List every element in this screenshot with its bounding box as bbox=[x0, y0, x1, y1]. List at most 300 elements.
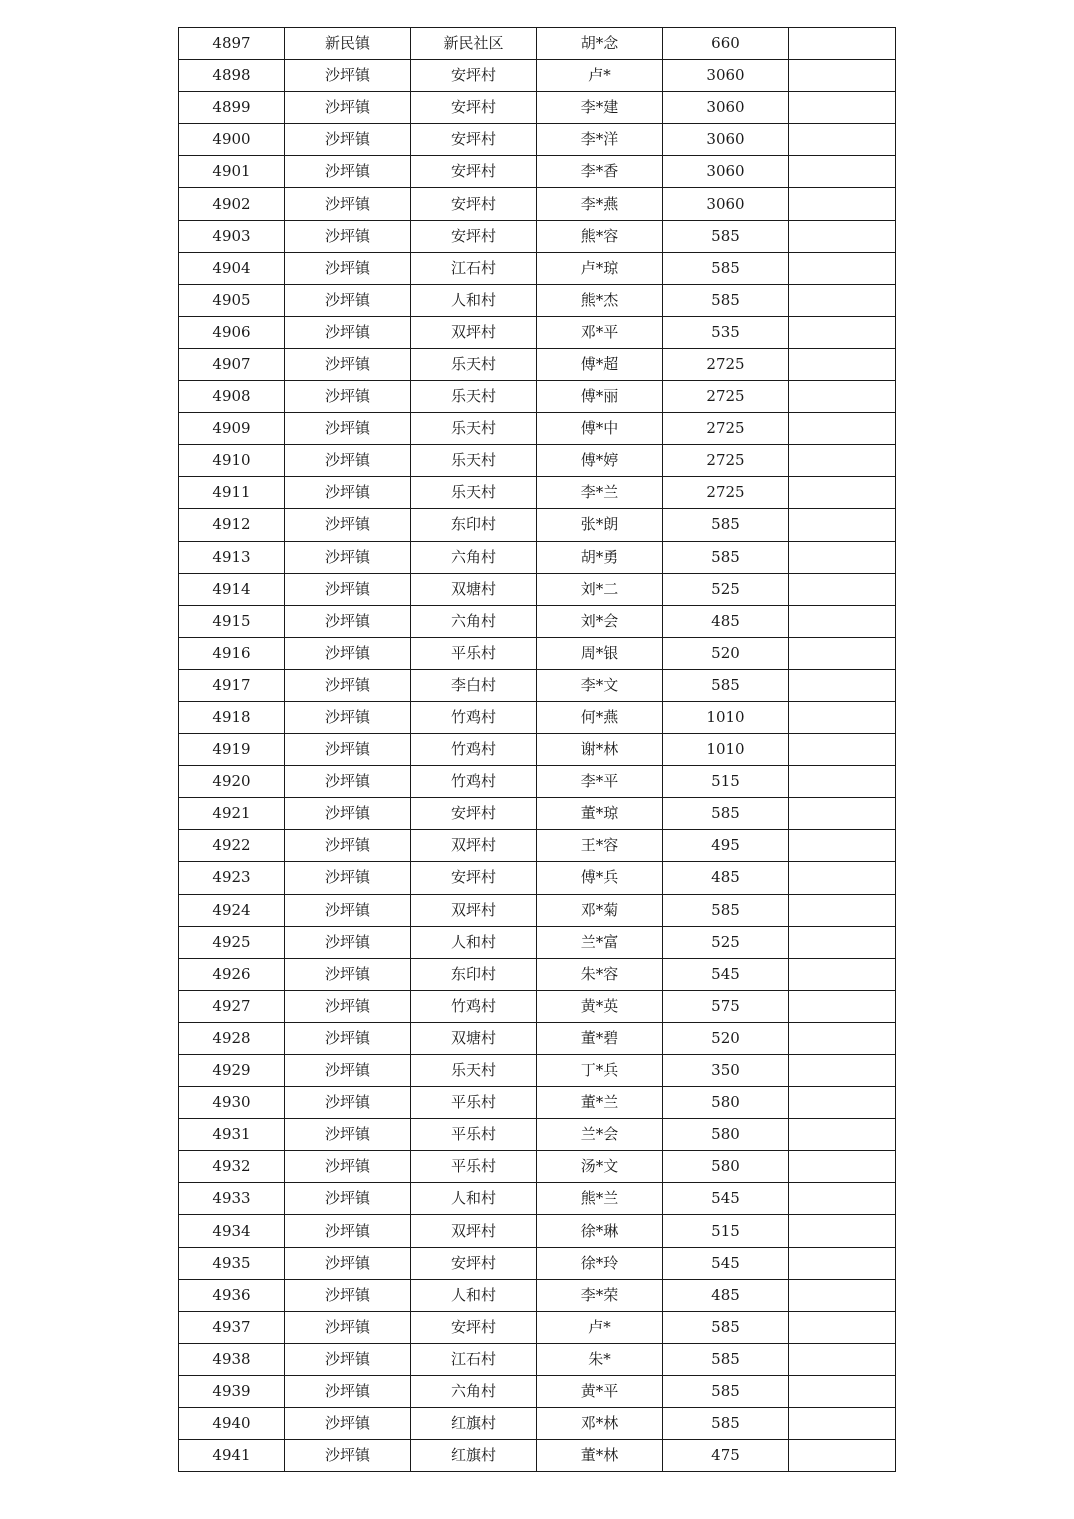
table-row bbox=[179, 1151, 896, 1183]
town-cell: 沙坪镇 bbox=[285, 1375, 411, 1407]
serial-number-cell: 4937 bbox=[179, 1311, 285, 1343]
serial-number-cell: 4909 bbox=[179, 413, 285, 445]
amount-cell: 2725 bbox=[663, 413, 789, 445]
village-cell: 乐天村 bbox=[411, 477, 537, 509]
village-cell: 安坪村 bbox=[411, 124, 537, 156]
town-cell: 沙坪镇 bbox=[285, 1408, 411, 1440]
village-cell: 安坪村 bbox=[411, 156, 537, 188]
serial-number-cell: 4930 bbox=[179, 1087, 285, 1119]
village-cell: 乐天村 bbox=[411, 381, 537, 413]
table-row bbox=[179, 1215, 896, 1247]
table-row bbox=[179, 1440, 896, 1472]
table-row bbox=[179, 381, 896, 413]
serial-number-cell: 4924 bbox=[179, 894, 285, 926]
village-cell: 安坪村 bbox=[411, 1247, 537, 1279]
table-row bbox=[179, 1022, 896, 1054]
person-name-cell: 董*琼 bbox=[537, 798, 663, 830]
remarks-cell bbox=[789, 509, 896, 541]
amount-cell: 585 bbox=[663, 509, 789, 541]
serial-number-cell: 4912 bbox=[179, 509, 285, 541]
serial-number-cell: 4927 bbox=[179, 990, 285, 1022]
person-name-cell: 卢* bbox=[537, 60, 663, 92]
serial-number-cell: 4938 bbox=[179, 1343, 285, 1375]
village-cell: 六角村 bbox=[411, 541, 537, 573]
village-cell: 六角村 bbox=[411, 605, 537, 637]
remarks-cell bbox=[789, 1119, 896, 1151]
village-cell: 乐天村 bbox=[411, 348, 537, 380]
town-cell: 沙坪镇 bbox=[285, 413, 411, 445]
town-cell: 沙坪镇 bbox=[285, 894, 411, 926]
amount-cell: 585 bbox=[663, 1343, 789, 1375]
amount-cell: 585 bbox=[663, 1311, 789, 1343]
serial-number-cell: 4933 bbox=[179, 1183, 285, 1215]
serial-number-cell: 4939 bbox=[179, 1375, 285, 1407]
amount-cell: 475 bbox=[663, 1440, 789, 1472]
amount-cell: 660 bbox=[663, 28, 789, 60]
remarks-cell bbox=[789, 28, 896, 60]
table-row bbox=[179, 766, 896, 798]
town-cell: 沙坪镇 bbox=[285, 926, 411, 958]
amount-cell: 580 bbox=[663, 1151, 789, 1183]
remarks-cell bbox=[789, 734, 896, 766]
remarks-cell bbox=[789, 381, 896, 413]
amount-cell: 585 bbox=[663, 252, 789, 284]
serial-number-cell: 4941 bbox=[179, 1440, 285, 1472]
remarks-cell bbox=[789, 1183, 896, 1215]
village-cell: 人和村 bbox=[411, 1279, 537, 1311]
remarks-cell bbox=[789, 573, 896, 605]
amount-cell: 585 bbox=[663, 798, 789, 830]
amount-cell: 1010 bbox=[663, 701, 789, 733]
town-cell: 沙坪镇 bbox=[285, 124, 411, 156]
serial-number-cell: 4901 bbox=[179, 156, 285, 188]
amount-cell: 485 bbox=[663, 605, 789, 637]
person-name-cell: 黄*英 bbox=[537, 990, 663, 1022]
amount-cell: 585 bbox=[663, 220, 789, 252]
amount-cell: 515 bbox=[663, 1215, 789, 1247]
serial-number-cell: 4936 bbox=[179, 1279, 285, 1311]
town-cell: 沙坪镇 bbox=[285, 701, 411, 733]
table-row bbox=[179, 926, 896, 958]
amount-cell: 515 bbox=[663, 766, 789, 798]
table-row bbox=[179, 348, 896, 380]
town-cell: 沙坪镇 bbox=[285, 862, 411, 894]
person-name-cell: 董*碧 bbox=[537, 1022, 663, 1054]
town-cell: 沙坪镇 bbox=[285, 1119, 411, 1151]
town-cell: 沙坪镇 bbox=[285, 1087, 411, 1119]
village-cell: 双坪村 bbox=[411, 830, 537, 862]
serial-number-cell: 4897 bbox=[179, 28, 285, 60]
amount-cell: 585 bbox=[663, 1408, 789, 1440]
serial-number-cell: 4932 bbox=[179, 1151, 285, 1183]
person-name-cell: 邓*平 bbox=[537, 316, 663, 348]
serial-number-cell: 4925 bbox=[179, 926, 285, 958]
remarks-cell bbox=[789, 1215, 896, 1247]
town-cell: 沙坪镇 bbox=[285, 1183, 411, 1215]
remarks-cell bbox=[789, 1375, 896, 1407]
serial-number-cell: 4922 bbox=[179, 830, 285, 862]
table-row bbox=[179, 60, 896, 92]
amount-cell: 2725 bbox=[663, 381, 789, 413]
amount-cell: 485 bbox=[663, 1279, 789, 1311]
amount-cell: 585 bbox=[663, 284, 789, 316]
person-name-cell: 傅*兵 bbox=[537, 862, 663, 894]
remarks-cell bbox=[789, 1440, 896, 1472]
table-row bbox=[179, 894, 896, 926]
person-name-cell: 董*兰 bbox=[537, 1087, 663, 1119]
table-row bbox=[179, 573, 896, 605]
table-row bbox=[179, 124, 896, 156]
remarks-cell bbox=[789, 798, 896, 830]
village-cell: 李白村 bbox=[411, 669, 537, 701]
person-name-cell: 朱* bbox=[537, 1343, 663, 1375]
village-cell: 竹鸡村 bbox=[411, 734, 537, 766]
person-name-cell: 熊*容 bbox=[537, 220, 663, 252]
table-row bbox=[179, 28, 896, 60]
table-row bbox=[179, 284, 896, 316]
person-name-cell: 汤*文 bbox=[537, 1151, 663, 1183]
amount-cell: 3060 bbox=[663, 156, 789, 188]
remarks-cell bbox=[789, 220, 896, 252]
remarks-cell bbox=[789, 894, 896, 926]
amount-cell: 585 bbox=[663, 894, 789, 926]
serial-number-cell: 4920 bbox=[179, 766, 285, 798]
amount-cell: 3060 bbox=[663, 92, 789, 124]
table-row bbox=[179, 1087, 896, 1119]
serial-number-cell: 4915 bbox=[179, 605, 285, 637]
amount-cell: 545 bbox=[663, 1183, 789, 1215]
person-name-cell: 丁*兵 bbox=[537, 1055, 663, 1087]
amount-cell: 545 bbox=[663, 1247, 789, 1279]
serial-number-cell: 4917 bbox=[179, 669, 285, 701]
table-row bbox=[179, 252, 896, 284]
person-name-cell: 傅*丽 bbox=[537, 381, 663, 413]
town-cell: 沙坪镇 bbox=[285, 188, 411, 220]
village-cell: 乐天村 bbox=[411, 445, 537, 477]
town-cell: 沙坪镇 bbox=[285, 637, 411, 669]
amount-cell: 520 bbox=[663, 637, 789, 669]
town-cell: 沙坪镇 bbox=[285, 1247, 411, 1279]
table-row bbox=[179, 509, 896, 541]
person-name-cell: 邓*林 bbox=[537, 1408, 663, 1440]
town-cell: 沙坪镇 bbox=[285, 509, 411, 541]
person-name-cell: 刘*二 bbox=[537, 573, 663, 605]
person-name-cell: 熊*兰 bbox=[537, 1183, 663, 1215]
village-cell: 平乐村 bbox=[411, 1119, 537, 1151]
serial-number-cell: 4914 bbox=[179, 573, 285, 605]
serial-number-cell: 4899 bbox=[179, 92, 285, 124]
table-row bbox=[179, 477, 896, 509]
table-row bbox=[179, 990, 896, 1022]
remarks-cell bbox=[789, 316, 896, 348]
table-row bbox=[179, 156, 896, 188]
amount-cell: 580 bbox=[663, 1119, 789, 1151]
town-cell: 沙坪镇 bbox=[285, 220, 411, 252]
person-name-cell: 谢*林 bbox=[537, 734, 663, 766]
village-cell: 平乐村 bbox=[411, 637, 537, 669]
amount-cell: 545 bbox=[663, 958, 789, 990]
village-cell: 平乐村 bbox=[411, 1087, 537, 1119]
table-row bbox=[179, 605, 896, 637]
town-cell: 沙坪镇 bbox=[285, 958, 411, 990]
village-cell: 红旗村 bbox=[411, 1408, 537, 1440]
serial-number-cell: 4921 bbox=[179, 798, 285, 830]
person-name-cell: 傅*超 bbox=[537, 348, 663, 380]
remarks-cell bbox=[789, 1022, 896, 1054]
table-row bbox=[179, 862, 896, 894]
town-cell: 沙坪镇 bbox=[285, 1022, 411, 1054]
village-cell: 人和村 bbox=[411, 284, 537, 316]
person-name-cell: 徐*琳 bbox=[537, 1215, 663, 1247]
person-name-cell: 刘*会 bbox=[537, 605, 663, 637]
amount-cell: 2725 bbox=[663, 445, 789, 477]
remarks-cell bbox=[789, 766, 896, 798]
village-cell: 双坪村 bbox=[411, 1215, 537, 1247]
amount-cell: 485 bbox=[663, 862, 789, 894]
person-name-cell: 李*文 bbox=[537, 669, 663, 701]
remarks-cell bbox=[789, 669, 896, 701]
person-name-cell: 熊*杰 bbox=[537, 284, 663, 316]
village-cell: 乐天村 bbox=[411, 1055, 537, 1087]
remarks-cell bbox=[789, 60, 896, 92]
remarks-cell bbox=[789, 124, 896, 156]
amount-cell: 580 bbox=[663, 1087, 789, 1119]
village-cell: 安坪村 bbox=[411, 92, 537, 124]
town-cell: 沙坪镇 bbox=[285, 990, 411, 1022]
table-row bbox=[179, 1055, 896, 1087]
amount-cell: 585 bbox=[663, 1375, 789, 1407]
table-row bbox=[179, 92, 896, 124]
town-cell: 沙坪镇 bbox=[285, 734, 411, 766]
person-name-cell: 李*香 bbox=[537, 156, 663, 188]
serial-number-cell: 4916 bbox=[179, 637, 285, 669]
remarks-cell bbox=[789, 926, 896, 958]
remarks-cell bbox=[789, 1279, 896, 1311]
person-name-cell: 周*银 bbox=[537, 637, 663, 669]
person-name-cell: 邓*菊 bbox=[537, 894, 663, 926]
town-cell: 沙坪镇 bbox=[285, 1343, 411, 1375]
remarks-cell bbox=[789, 1087, 896, 1119]
person-name-cell: 李*燕 bbox=[537, 188, 663, 220]
village-cell: 新民社区 bbox=[411, 28, 537, 60]
town-cell: 沙坪镇 bbox=[285, 573, 411, 605]
person-name-cell: 李*洋 bbox=[537, 124, 663, 156]
town-cell: 沙坪镇 bbox=[285, 541, 411, 573]
person-name-cell: 李*建 bbox=[537, 92, 663, 124]
town-cell: 沙坪镇 bbox=[285, 830, 411, 862]
remarks-cell bbox=[789, 1408, 896, 1440]
remarks-cell bbox=[789, 958, 896, 990]
person-name-cell: 兰*会 bbox=[537, 1119, 663, 1151]
person-name-cell: 胡*勇 bbox=[537, 541, 663, 573]
table-row bbox=[179, 798, 896, 830]
serial-number-cell: 4935 bbox=[179, 1247, 285, 1279]
serial-number-cell: 4898 bbox=[179, 60, 285, 92]
town-cell: 沙坪镇 bbox=[285, 316, 411, 348]
serial-number-cell: 4918 bbox=[179, 701, 285, 733]
serial-number-cell: 4919 bbox=[179, 734, 285, 766]
table-row bbox=[179, 1375, 896, 1407]
table-row bbox=[179, 1311, 896, 1343]
town-cell: 沙坪镇 bbox=[285, 1311, 411, 1343]
serial-number-cell: 4910 bbox=[179, 445, 285, 477]
remarks-cell bbox=[789, 605, 896, 637]
remarks-cell bbox=[789, 1247, 896, 1279]
table-row bbox=[179, 541, 896, 573]
table-row bbox=[179, 316, 896, 348]
remarks-cell bbox=[789, 413, 896, 445]
village-cell: 平乐村 bbox=[411, 1151, 537, 1183]
village-cell: 安坪村 bbox=[411, 220, 537, 252]
village-cell: 竹鸡村 bbox=[411, 766, 537, 798]
town-cell: 新民镇 bbox=[285, 28, 411, 60]
serial-number-cell: 4934 bbox=[179, 1215, 285, 1247]
remarks-cell bbox=[789, 252, 896, 284]
person-name-cell: 朱*容 bbox=[537, 958, 663, 990]
amount-cell: 3060 bbox=[663, 60, 789, 92]
village-cell: 双塘村 bbox=[411, 573, 537, 605]
amount-cell: 525 bbox=[663, 573, 789, 605]
remarks-cell bbox=[789, 1055, 896, 1087]
serial-number-cell: 4923 bbox=[179, 862, 285, 894]
person-name-cell: 卢*琼 bbox=[537, 252, 663, 284]
person-name-cell: 徐*玲 bbox=[537, 1247, 663, 1279]
town-cell: 沙坪镇 bbox=[285, 1055, 411, 1087]
remarks-cell bbox=[789, 477, 896, 509]
table-row bbox=[179, 1343, 896, 1375]
amount-cell: 585 bbox=[663, 541, 789, 573]
remarks-cell bbox=[789, 1343, 896, 1375]
roster-table bbox=[178, 27, 896, 1472]
person-name-cell: 李*荣 bbox=[537, 1279, 663, 1311]
village-cell: 人和村 bbox=[411, 926, 537, 958]
remarks-cell bbox=[789, 990, 896, 1022]
person-name-cell: 李*平 bbox=[537, 766, 663, 798]
village-cell: 乐天村 bbox=[411, 413, 537, 445]
town-cell: 沙坪镇 bbox=[285, 605, 411, 637]
town-cell: 沙坪镇 bbox=[285, 766, 411, 798]
serial-number-cell: 4913 bbox=[179, 541, 285, 573]
amount-cell: 3060 bbox=[663, 124, 789, 156]
town-cell: 沙坪镇 bbox=[285, 798, 411, 830]
person-name-cell: 张*朗 bbox=[537, 509, 663, 541]
village-cell: 红旗村 bbox=[411, 1440, 537, 1472]
amount-cell: 585 bbox=[663, 669, 789, 701]
amount-cell: 575 bbox=[663, 990, 789, 1022]
remarks-cell bbox=[789, 188, 896, 220]
town-cell: 沙坪镇 bbox=[285, 92, 411, 124]
serial-number-cell: 4907 bbox=[179, 348, 285, 380]
town-cell: 沙坪镇 bbox=[285, 1151, 411, 1183]
serial-number-cell: 4906 bbox=[179, 316, 285, 348]
village-cell: 竹鸡村 bbox=[411, 701, 537, 733]
village-cell: 安坪村 bbox=[411, 798, 537, 830]
serial-number-cell: 4900 bbox=[179, 124, 285, 156]
serial-number-cell: 4911 bbox=[179, 477, 285, 509]
village-cell: 东印村 bbox=[411, 509, 537, 541]
remarks-cell bbox=[789, 348, 896, 380]
town-cell: 沙坪镇 bbox=[285, 1279, 411, 1311]
village-cell: 六角村 bbox=[411, 1375, 537, 1407]
village-cell: 安坪村 bbox=[411, 188, 537, 220]
table-row bbox=[179, 413, 896, 445]
town-cell: 沙坪镇 bbox=[285, 60, 411, 92]
table-row bbox=[179, 1119, 896, 1151]
amount-cell: 1010 bbox=[663, 734, 789, 766]
table-row bbox=[179, 1183, 896, 1215]
town-cell: 沙坪镇 bbox=[285, 477, 411, 509]
town-cell: 沙坪镇 bbox=[285, 252, 411, 284]
village-cell: 双塘村 bbox=[411, 1022, 537, 1054]
serial-number-cell: 4908 bbox=[179, 381, 285, 413]
village-cell: 安坪村 bbox=[411, 862, 537, 894]
amount-cell: 2725 bbox=[663, 477, 789, 509]
person-name-cell: 李*兰 bbox=[537, 477, 663, 509]
remarks-cell bbox=[789, 1151, 896, 1183]
person-name-cell: 兰*富 bbox=[537, 926, 663, 958]
amount-cell: 2725 bbox=[663, 348, 789, 380]
serial-number-cell: 4926 bbox=[179, 958, 285, 990]
village-cell: 江石村 bbox=[411, 1343, 537, 1375]
remarks-cell bbox=[789, 637, 896, 669]
table-row bbox=[179, 1279, 896, 1311]
remarks-cell bbox=[789, 92, 896, 124]
town-cell: 沙坪镇 bbox=[285, 156, 411, 188]
table-row bbox=[179, 830, 896, 862]
table-row bbox=[179, 637, 896, 669]
town-cell: 沙坪镇 bbox=[285, 284, 411, 316]
village-cell: 双坪村 bbox=[411, 316, 537, 348]
village-cell: 人和村 bbox=[411, 1183, 537, 1215]
serial-number-cell: 4903 bbox=[179, 220, 285, 252]
person-name-cell: 傅*中 bbox=[537, 413, 663, 445]
village-cell: 东印村 bbox=[411, 958, 537, 990]
table-row bbox=[179, 701, 896, 733]
village-cell: 双坪村 bbox=[411, 894, 537, 926]
amount-cell: 3060 bbox=[663, 188, 789, 220]
person-name-cell: 黄*平 bbox=[537, 1375, 663, 1407]
village-cell: 江石村 bbox=[411, 252, 537, 284]
village-cell: 安坪村 bbox=[411, 60, 537, 92]
town-cell: 沙坪镇 bbox=[285, 1440, 411, 1472]
person-name-cell: 何*燕 bbox=[537, 701, 663, 733]
town-cell: 沙坪镇 bbox=[285, 381, 411, 413]
town-cell: 沙坪镇 bbox=[285, 348, 411, 380]
person-name-cell: 傅*婷 bbox=[537, 445, 663, 477]
serial-number-cell: 4931 bbox=[179, 1119, 285, 1151]
town-cell: 沙坪镇 bbox=[285, 1215, 411, 1247]
amount-cell: 520 bbox=[663, 1022, 789, 1054]
serial-number-cell: 4929 bbox=[179, 1055, 285, 1087]
remarks-cell bbox=[789, 445, 896, 477]
person-name-cell: 董*林 bbox=[537, 1440, 663, 1472]
serial-number-cell: 4904 bbox=[179, 252, 285, 284]
remarks-cell bbox=[789, 1311, 896, 1343]
table-row bbox=[179, 669, 896, 701]
remarks-cell bbox=[789, 830, 896, 862]
roster-table-body bbox=[179, 28, 896, 1472]
table-row bbox=[179, 220, 896, 252]
remarks-cell bbox=[789, 541, 896, 573]
table-row bbox=[179, 734, 896, 766]
serial-number-cell: 4902 bbox=[179, 188, 285, 220]
remarks-cell bbox=[789, 862, 896, 894]
town-cell: 沙坪镇 bbox=[285, 669, 411, 701]
table-row bbox=[179, 445, 896, 477]
village-cell: 竹鸡村 bbox=[411, 990, 537, 1022]
village-cell: 安坪村 bbox=[411, 1311, 537, 1343]
table-row bbox=[179, 188, 896, 220]
